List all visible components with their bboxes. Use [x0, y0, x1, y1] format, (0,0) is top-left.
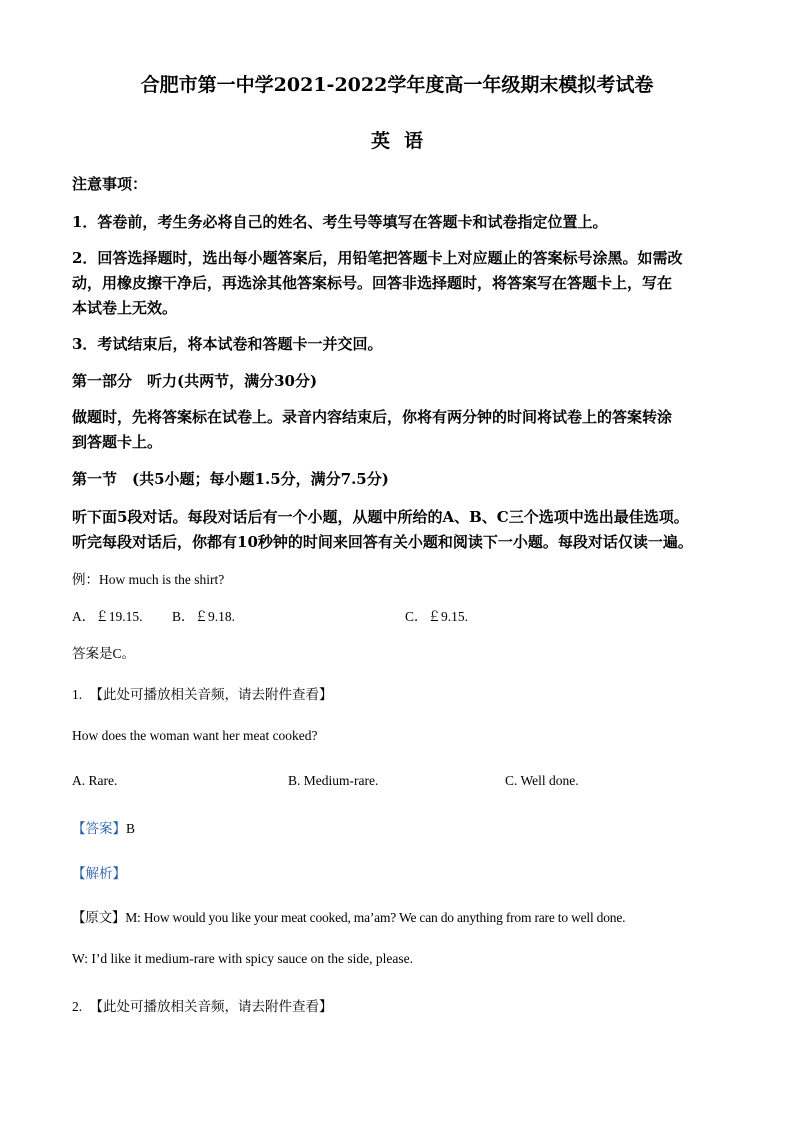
example-question: 例：How much is the shirt? — [72, 572, 225, 587]
q2-header — [72, 995, 333, 1015]
q1-dialogue-woman: W: I’d like it medium-rare with spicy sauce on the side, please. — [72, 951, 414, 966]
answer-tag: 【答案】 — [72, 821, 126, 836]
q1-option-b: B. Medium-rare. — [288, 773, 379, 788]
notes-item-2-line-1: 2．回答选择题时，选出每小题答案后，用铅笔把答题卡上对应题止的答案标号涂黑。如需改 — [72, 249, 683, 267]
notes-item-3: 3．考试结束后，将本试卷和答题卡一并交回。 — [72, 335, 383, 353]
q1-audio-note[interactable]: 【此处可播放相关音频，请去附件查看】 — [89, 687, 333, 702]
part1-instruction-line-1: 做题时，先将答案标在试卷上。录音内容结束后，你将有两分钟的时间将试卷上的答案转涂 — [72, 408, 673, 426]
example-answer: 答案是C。 — [72, 646, 136, 661]
notes-item-2-line-3: 本试卷上无效。 — [72, 299, 178, 317]
section1-instruction-line-1: 听下面5段对话。每段对话后有一个小题，从题中所给的A、B、C三个选项中选出最佳选项。 — [72, 508, 689, 526]
q1-question: How does the woman want her meat cooked? — [72, 728, 318, 743]
q1-answer — [72, 817, 135, 837]
notes-heading: 注意事项： — [72, 175, 148, 193]
part1-heading: 第一部分 听力(共两节，满分30分) — [72, 372, 318, 390]
example-option-a: A．￡19.15. — [72, 609, 143, 624]
q1-option-c: C. Well done. — [505, 773, 579, 788]
source-tag: 【原文】 — [72, 910, 126, 925]
analysis-tag: 【解析】 — [72, 866, 126, 881]
example-option-b: B．￡9.18. — [172, 609, 236, 624]
answer-value: B — [126, 821, 136, 836]
q1-number: 1. — [72, 687, 83, 702]
q1-header — [72, 683, 333, 703]
source-text: M: How would you like your meat cooked, ma’am? We can do anything from rare to well done. — [125, 910, 626, 925]
q2-number: 2. — [72, 999, 83, 1014]
q1-option-a: A. Rare. — [72, 773, 118, 788]
subject-title: 英语 — [370, 130, 437, 152]
q1-analysis — [72, 862, 126, 882]
example-option-c: C．￡9.15. — [405, 609, 469, 624]
section1-instruction-line-2: 听完每段对话后，你都有10秒钟的时间来回答有关小题和阅读下一小题。每段对话仅读一遍。 — [72, 533, 693, 551]
part1-instruction-line-2: 到答题卡上。 — [72, 433, 163, 451]
notes-item-1: 1．答卷前，考生务必将自己的姓名、考生号等填写在答题卡和试卷指定位置上。 — [72, 213, 608, 231]
section1-heading: 第一节 (共5小题；每小题1.5分，满分7.5分) — [72, 470, 389, 488]
notes-item-2-line-2: 动，用橡皮擦干净后，再选涂其他答案标号。回答非选择题时，将答案写在答题卡上，写在 — [72, 274, 673, 292]
q1-source — [72, 906, 625, 926]
exam-title: 合肥市第一中学2021-2022学年度高一年级期末模拟考试卷 — [140, 74, 654, 96]
q2-audio-note[interactable]: 【此处可播放相关音频，请去附件查看】 — [89, 999, 333, 1014]
